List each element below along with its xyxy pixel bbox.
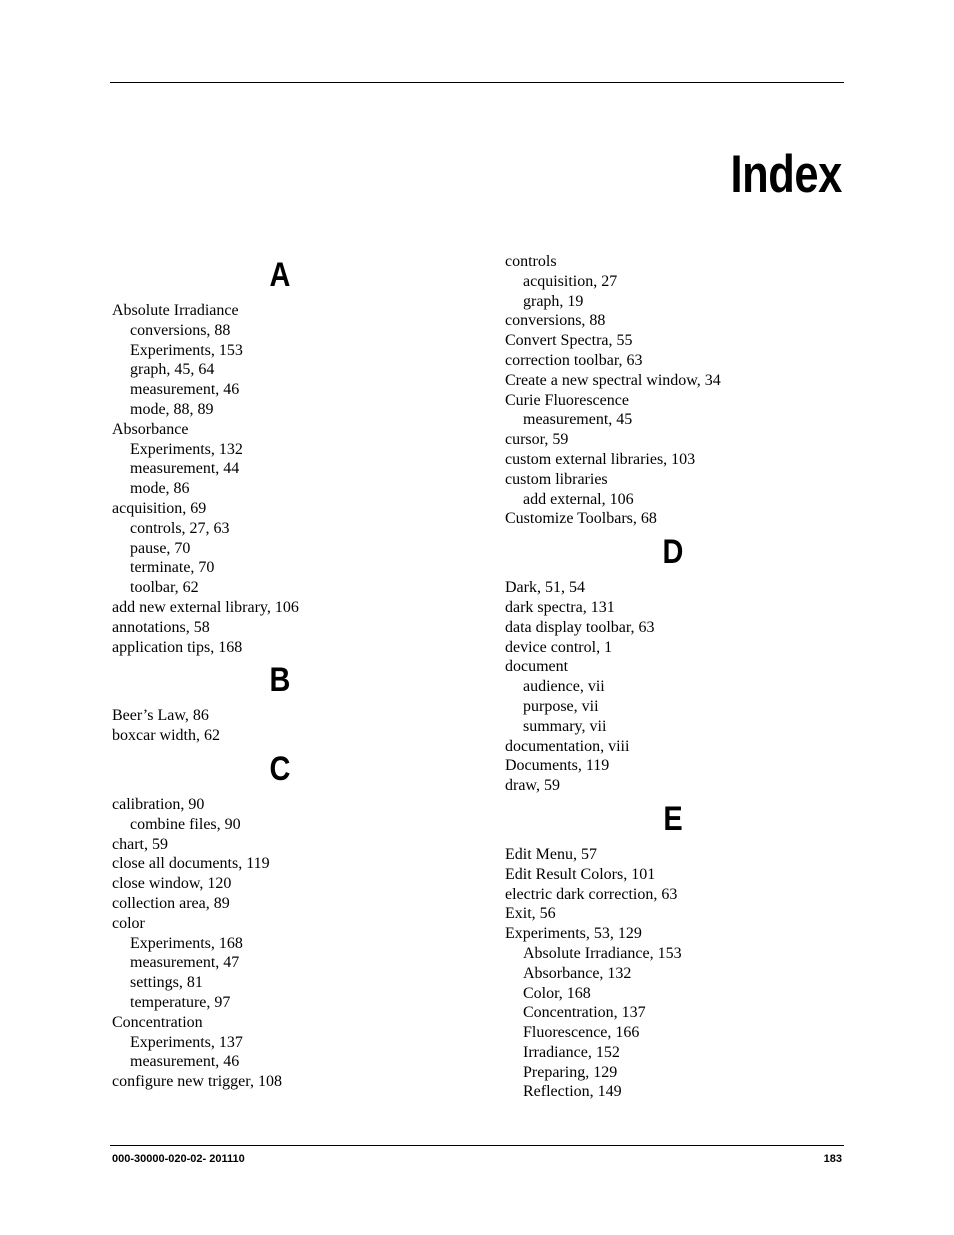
index-entry: conversions, 88 — [505, 312, 606, 330]
index-entry: configure new trigger, 108 — [112, 1073, 282, 1091]
index-subentry: add external, 106 — [523, 490, 634, 508]
index-subentry: settings, 81 — [130, 974, 203, 992]
index-entry: correction toolbar, 63 — [505, 351, 643, 369]
index-entry: custom external libraries, 103 — [505, 450, 696, 468]
index-subentry: Concentration, 137 — [523, 1004, 646, 1022]
index-subentry: toolbar, 62 — [130, 579, 199, 597]
section-letter: A — [269, 256, 291, 294]
index-entry: close all documents, 119 — [112, 855, 270, 873]
index-subentry: conversions, 88 — [130, 321, 231, 339]
index-subentry: terminate, 70 — [130, 559, 215, 577]
index-subentry: Reflection, 149 — [523, 1083, 622, 1101]
index-entry: draw, 59 — [505, 777, 560, 795]
index-subentry: graph, 19 — [523, 292, 584, 310]
index-entry: data display toolbar, 63 — [505, 618, 655, 636]
index-entry: annotations, 58 — [112, 618, 210, 636]
index-entry: Customize Toolbars, 68 — [505, 510, 657, 528]
header-rule — [110, 82, 844, 83]
index-column-right — [505, 252, 845, 1102]
index-entry: Curie Fluorescence — [505, 391, 629, 409]
index-entry: Absolute Irradiance — [112, 302, 239, 319]
index-entry: documentation, viii — [505, 737, 630, 755]
index-subentry: Irradiance, 152 — [523, 1043, 620, 1061]
index-subentry: purpose, vii — [523, 697, 599, 715]
index-entry: Experiments, 53, 129 — [505, 925, 642, 943]
index-entry: chart, 59 — [112, 835, 168, 853]
index-entry: Concentration — [112, 1013, 203, 1031]
index-entry: Beer’s Law, 86 — [112, 707, 209, 725]
index-entry: dark spectra, 131 — [505, 598, 615, 616]
index-subentry: Fluorescence, 166 — [523, 1024, 640, 1042]
section-letter: B — [269, 661, 291, 700]
index-entry: Edit Result Colors, 101 — [505, 865, 656, 883]
index-entry: cursor, 59 — [505, 431, 569, 449]
index-subentry: combine files, 90 — [130, 815, 241, 833]
index-subentry: Experiments, 132 — [130, 440, 243, 458]
index-entry: Documents, 119 — [505, 757, 610, 775]
index-subentry: Absorbance, 132 — [523, 964, 632, 982]
index-subentry: graph, 45, 64 — [130, 361, 215, 379]
index-entry: controls — [505, 253, 557, 270]
page-title: Index — [730, 145, 842, 204]
index-entry: electric dark correction, 63 — [505, 885, 678, 903]
index-subentry: Experiments, 168 — [130, 934, 243, 952]
index-entry: Absorbance — [112, 420, 189, 438]
index-entry: device control, 1 — [505, 638, 613, 656]
section-letter: C — [269, 749, 291, 788]
index-subentry: mode, 86 — [130, 480, 190, 498]
index-entry: Edit Menu, 57 — [505, 845, 597, 863]
footer-doc-number: 000-30000-020-02- 201110 — [112, 1153, 245, 1165]
index-subentry: acquisition, 27 — [523, 272, 618, 290]
index-entry: boxcar width, 62 — [112, 727, 220, 745]
index-subentry: mode, 88, 89 — [130, 400, 214, 418]
index-subentry: Experiments, 153 — [130, 341, 243, 359]
index-entry: document — [505, 658, 569, 676]
footer-rule — [110, 1145, 844, 1146]
index-column-left — [112, 252, 452, 1092]
index-entry: Dark, 51, 54 — [505, 579, 585, 597]
index-entry: add new external library, 106 — [112, 598, 299, 616]
index-entry: Convert Spectra, 55 — [505, 332, 633, 350]
index-subentry: Absolute Irradiance, 153 — [523, 944, 682, 962]
index-subentry: summary, vii — [523, 717, 607, 735]
index-entry: acquisition, 69 — [112, 499, 207, 517]
index-subentry: audience, vii — [523, 678, 605, 696]
index-subentry: measurement, 46 — [130, 1053, 240, 1071]
index-entry: close window, 120 — [112, 875, 232, 893]
index-subentry: measurement, 46 — [130, 381, 240, 399]
section-letter: D — [662, 533, 684, 572]
footer-page-number: 183 — [823, 1153, 842, 1165]
index-subentry: Experiments, 137 — [130, 1033, 243, 1051]
index-subentry: Preparing, 129 — [523, 1063, 618, 1081]
index-entry: application tips, 168 — [112, 638, 243, 656]
index-entry: Create a new spectral window, 34 — [505, 371, 721, 389]
index-subentry: measurement, 44 — [130, 460, 240, 478]
index-subentry: temperature, 97 — [130, 993, 231, 1011]
index-entry: Exit, 56 — [505, 905, 556, 923]
index-entry: color — [112, 914, 145, 932]
index-subentry: measurement, 47 — [130, 954, 240, 972]
index-subentry: measurement, 45 — [523, 411, 633, 429]
section-letter: E — [663, 799, 683, 838]
index-entry: collection area, 89 — [112, 894, 230, 912]
index-subentry: controls, 27, 63 — [130, 519, 230, 537]
index-entry: custom libraries — [505, 470, 608, 488]
index-entry: calibration, 90 — [112, 795, 205, 813]
index-subentry: Color, 168 — [523, 984, 591, 1002]
index-subentry: pause, 70 — [130, 539, 191, 557]
